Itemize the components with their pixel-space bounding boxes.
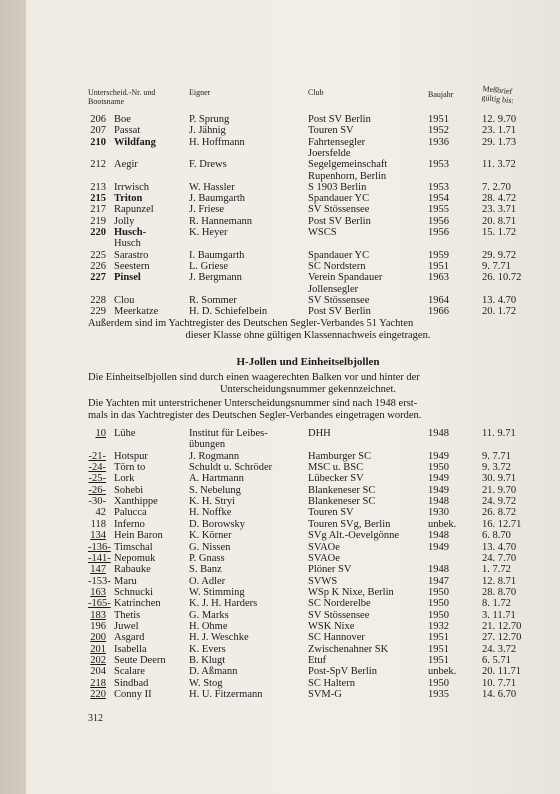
cell-name: Schnucki xyxy=(114,586,154,598)
header-measurement: Meßbrief gültig bis: xyxy=(481,84,515,106)
cell-name: Maru xyxy=(114,575,137,587)
cell-club: WSK Nixe xyxy=(308,620,355,632)
cell-mess: 21. 9.70 xyxy=(482,484,517,496)
cell-year: 1950 xyxy=(428,462,449,474)
cell-club: Spandauer YC xyxy=(308,193,370,205)
cell-club: Post SV Berlin xyxy=(308,215,371,227)
cell-name: Boe xyxy=(114,114,131,125)
cell-year: 1949 xyxy=(428,484,449,496)
cell-nr: 207 xyxy=(90,125,106,137)
header-boat: Unterscheid.-Nr. und Bootsname xyxy=(88,88,156,106)
cell-club: Joersfelde xyxy=(308,147,351,159)
cell-mess: 23. 1.71 xyxy=(482,125,517,137)
cell-name: Husch- xyxy=(114,227,147,238)
cell-club: Zwischenahner SK xyxy=(308,643,389,655)
cell-mess: 9. 7.71 xyxy=(482,260,511,272)
cell-club: SVM-G xyxy=(308,689,342,701)
cell-owner: H. Hoffmann xyxy=(189,136,245,148)
cell-club: SC Hannover xyxy=(308,632,365,644)
cell-mess: 1. 7.72 xyxy=(482,564,511,576)
cell-year: 1935 xyxy=(428,689,449,701)
cell-year: 1950 xyxy=(428,609,449,621)
cell-club: SV Stössensee xyxy=(308,294,370,306)
cell-name: Hotspur xyxy=(114,450,148,462)
cell-year: 1951 xyxy=(428,114,449,125)
cell-owner: S. Nebelung xyxy=(189,484,241,496)
cell-owner: A. Hartmann xyxy=(189,473,244,485)
cell-nr: 183 xyxy=(90,609,106,621)
cell-owner: K. J. H. Harders xyxy=(189,598,258,610)
cell-club: Touren SV xyxy=(308,125,354,137)
cell-nr: 134 xyxy=(90,530,106,542)
cell-owner: D. Aßmann xyxy=(189,666,238,678)
cell-club: MSC u. BSC xyxy=(308,462,364,474)
cell-name: Xanthippe xyxy=(114,496,158,508)
cell-year: 1930 xyxy=(428,507,449,519)
cell-club: SV Stössensee xyxy=(308,609,370,621)
cell-name: Timschal xyxy=(114,541,153,553)
cell-name: Sindbad xyxy=(114,677,149,689)
cell-mess: 20. 8.71 xyxy=(482,215,517,227)
cell-owner: J. Baumgarth xyxy=(189,193,245,205)
cell-year: 1952 xyxy=(428,125,449,137)
cell-name: Isabella xyxy=(114,643,147,655)
cell-mess: 28. 4.72 xyxy=(482,193,517,205)
section2-para1-line1: Die Einheitselbjollen sind durch einen waagerechten Balken vor und hinter der xyxy=(88,372,420,383)
section2-para2-line1: Die Yachten mit unterstrichener Unterscheidungsnummer sind nach 1948 erst- xyxy=(88,398,418,409)
cell-club: Plöner SV xyxy=(308,564,352,576)
cell-mess: 26. 8.72 xyxy=(482,507,517,519)
cell-owner: K. Evers xyxy=(189,643,226,655)
cell-club: SVAOe xyxy=(308,552,340,564)
cell-mess: 3. 11.71 xyxy=(482,609,516,621)
cell-owner: R. Hannemann xyxy=(189,215,252,227)
cell-nr: 226 xyxy=(90,260,106,272)
cell-mess: 10. 7.71 xyxy=(482,677,517,689)
cell-year: 1953 xyxy=(428,181,449,193)
cell-name: Scalare xyxy=(114,666,145,678)
section2-para2-line2: mals in das Yachtregister des Deutschen Segler-Verbandes eingetragen worden. xyxy=(88,410,422,421)
cell-name: Seestern xyxy=(114,260,150,272)
cell-name: Meerkatze xyxy=(114,306,159,318)
cell-nr: 196 xyxy=(90,620,106,632)
section2-heading: H-Jollen und Einheitselbjollen xyxy=(236,356,380,368)
cell-name: Katrinchen xyxy=(114,598,161,610)
cell-mess: 27. 12.70 xyxy=(482,632,522,644)
cell-owner: S. Banz xyxy=(189,564,222,576)
cell-year: 1949 xyxy=(428,541,449,553)
cell-club: Lübecker SV xyxy=(308,473,364,485)
cell-nr: 215 xyxy=(90,193,106,205)
cell-name: Clou xyxy=(114,294,135,306)
cell-mess: 20. 1.72 xyxy=(482,306,517,318)
cell-nr: 202 xyxy=(90,655,106,666)
cell-nr: -153- xyxy=(88,575,111,587)
section2-para1-line2: Unterscheidungsnummer gekennzeichnet. xyxy=(219,384,397,395)
cell-club: SVWS xyxy=(308,575,338,587)
cell-owner: R. Sommer xyxy=(189,294,237,306)
cell-owner: Schuldt u. Schröder xyxy=(189,462,273,474)
cell-year: 1951 xyxy=(428,655,449,666)
cell-club: Fahrtensegler xyxy=(308,136,366,148)
cell-club: Etuf xyxy=(308,655,327,666)
cell-club: DHH xyxy=(308,428,331,439)
cell-year: 1953 xyxy=(428,159,449,171)
cell-mess: 23. 3.71 xyxy=(482,204,517,216)
cell-year: 1950 xyxy=(428,598,449,610)
cell-nr: 219 xyxy=(90,215,106,227)
cell-mess: 9. 3.72 xyxy=(482,462,511,474)
cell-year: 1966 xyxy=(428,306,449,318)
cell-nr: 225 xyxy=(90,249,106,261)
header-year: Baujahr xyxy=(428,90,454,99)
cell-name: Passat xyxy=(114,125,141,137)
cell-owner: J. Friese xyxy=(189,204,224,216)
cell-nr: 200 xyxy=(90,632,106,644)
cell-owner: F. Drews xyxy=(189,159,227,171)
cell-club: Touren SV xyxy=(308,507,354,519)
cell-mess: 16. 12.71 xyxy=(482,518,522,530)
cell-owner: L. Griese xyxy=(189,260,229,272)
cell-name: Rapunzel xyxy=(114,204,154,216)
cell-club: Jollensegler xyxy=(308,283,359,295)
cell-mess: 29. 9.72 xyxy=(482,249,517,261)
cell-nr: 163 xyxy=(90,586,106,598)
header-owner: Eigner xyxy=(189,88,211,97)
cell-name: Asgard xyxy=(114,632,145,644)
cell-year: 1932 xyxy=(428,620,449,632)
cell-nr: 218 xyxy=(90,677,106,689)
cell-owner: K. Heyer xyxy=(189,227,228,238)
cell-owner: übungen xyxy=(189,439,226,451)
cell-owner: I. Baumgarth xyxy=(189,249,245,261)
cell-club: Verein Spandauer xyxy=(308,272,383,284)
cell-mess: 14. 6.70 xyxy=(482,689,517,701)
cell-mess: 15. 1.72 xyxy=(482,227,517,238)
cell-owner: D. Borowsky xyxy=(189,518,246,530)
cell-owner: W. Stog xyxy=(189,677,223,689)
cell-year: 1949 xyxy=(428,473,449,485)
cell-mess: 30. 9.71 xyxy=(482,473,517,485)
cell-nr: 212 xyxy=(90,159,106,171)
cell-mess: 7. 2.70 xyxy=(482,181,511,193)
cell-club: SC Haltern xyxy=(308,677,355,689)
cell-mess: 9. 7.71 xyxy=(482,450,511,462)
cell-name: Juwel xyxy=(114,620,139,632)
cell-owner: B. Klugt xyxy=(189,655,226,666)
cell-mess: 8. 1.72 xyxy=(482,598,511,610)
cell-owner: H. U. Fitzermann xyxy=(189,689,263,701)
cell-club: WSp K Nixe, Berlin xyxy=(308,586,394,598)
cell-owner: J. Bergmann xyxy=(189,272,242,284)
cell-name: Conny II xyxy=(114,689,152,701)
cell-mess: 6. 5.71 xyxy=(482,655,511,666)
cell-owner: J. Jähnig xyxy=(189,125,226,137)
cell-nr: 204 xyxy=(90,666,106,678)
cell-owner: O. Adler xyxy=(189,575,226,587)
cell-nr: 220 xyxy=(90,227,106,238)
cell-owner: Institut für Leibes- xyxy=(189,428,268,439)
cell-nr: 10 xyxy=(95,428,106,439)
cell-owner: J. Rogmann xyxy=(189,450,240,462)
cell-nr: -136- xyxy=(88,541,111,553)
cell-year: 1963 xyxy=(428,272,449,284)
cell-mess: 20. 11.71 xyxy=(482,666,521,678)
cell-name: Palucca xyxy=(114,507,147,519)
cell-name: Jolly xyxy=(114,215,135,227)
cell-owner: K. H. Stryi xyxy=(189,496,236,508)
cell-year: 1950 xyxy=(428,677,449,689)
page-number: 312 xyxy=(88,713,103,724)
page-stack-edge xyxy=(0,0,26,794)
header-club: Club xyxy=(308,88,324,97)
cell-nr: 217 xyxy=(90,204,106,216)
cell-owner: P. Sprung xyxy=(189,114,230,125)
cell-year: unbek. xyxy=(428,666,457,678)
cell-nr: 147 xyxy=(90,564,106,576)
cell-name: Seute Deern xyxy=(114,655,166,666)
cell-name: Pinsel xyxy=(114,272,141,284)
cell-owner: W. Stimming xyxy=(189,586,245,598)
cell-year: 1949 xyxy=(428,450,449,462)
cell-year: 1948 xyxy=(428,530,449,542)
cell-club: SV Stössensee xyxy=(308,204,370,216)
cell-year: 1948 xyxy=(428,564,449,576)
cell-club: Segelgemeinschaft xyxy=(308,159,388,171)
cell-year: 1954 xyxy=(428,193,449,205)
cell-club: Hamburger SC xyxy=(308,450,372,462)
cell-year: 1950 xyxy=(428,586,449,598)
cell-nr: 228 xyxy=(90,294,106,306)
cell-nr: 118 xyxy=(90,518,106,530)
cell-club: Post SV Berlin xyxy=(308,114,371,125)
cell-name: Triton xyxy=(114,193,143,205)
cell-year: 1959 xyxy=(428,249,449,261)
cell-year: unbek. xyxy=(428,518,457,530)
cell-club: SC Nordstern xyxy=(308,260,366,272)
cell-nr: 227 xyxy=(90,272,106,284)
cell-mess: 12. 9.70 xyxy=(482,114,517,125)
cell-mess: 6. 8.70 xyxy=(482,530,511,542)
cell-mess: 13. 4.70 xyxy=(482,541,517,553)
cell-mess: 28. 8.70 xyxy=(482,586,517,598)
cell-name: Sarastro xyxy=(114,249,149,261)
cell-year: 1964 xyxy=(428,294,449,306)
cell-owner: H. D. Schiefelbein xyxy=(189,306,268,318)
cell-mess: 11. 3.72 xyxy=(482,159,516,171)
cell-mess: 12. 8.71 xyxy=(482,575,517,587)
cell-name: Rabauke xyxy=(114,564,151,576)
cell-club: Post-SpV Berlin xyxy=(308,666,377,678)
cell-year: 1948 xyxy=(428,428,449,439)
cell-name: Irrwisch xyxy=(114,181,149,193)
cell-year: 1956 xyxy=(428,227,449,238)
cell-mess: 26. 10.72 xyxy=(482,272,522,284)
cell-year: 1955 xyxy=(428,204,449,216)
cell-name: Törn to xyxy=(114,462,146,474)
cell-club: Spandauer YC xyxy=(308,249,370,261)
cell-club: SVAOe xyxy=(308,541,340,553)
cell-mess: 29. 1.73 xyxy=(482,136,517,148)
cell-club: WSCS xyxy=(308,227,337,238)
cell-owner: H. J. Weschke xyxy=(189,632,249,644)
cell-nr: -26- xyxy=(88,484,106,496)
cell-nr: 42 xyxy=(95,507,106,519)
cell-year: 1951 xyxy=(428,632,449,644)
cell-owner: P. Gnass xyxy=(189,552,225,564)
cell-year: 1951 xyxy=(428,260,449,272)
cell-nr: -141- xyxy=(88,552,111,564)
cell-club: S 1903 Berlin xyxy=(308,181,367,193)
cell-name: Lühe xyxy=(114,428,136,439)
cell-name: Hein Baron xyxy=(114,530,163,542)
cell-nr: -165- xyxy=(88,598,111,610)
cell-nr: 210 xyxy=(90,136,106,148)
cell-owner: H. Ohme xyxy=(189,620,228,632)
cell-owner: G. Marks xyxy=(189,609,229,621)
cell-year: 1947 xyxy=(428,575,449,587)
cell-nr: 206 xyxy=(90,114,106,125)
cell-nr: 213 xyxy=(90,181,106,193)
cell-year: 1936 xyxy=(428,136,449,148)
cell-club: Blankeneser SC xyxy=(308,496,376,508)
cell-name: Inferno xyxy=(114,518,145,530)
cell-name: Lork xyxy=(114,473,135,485)
cell-club: Touren SVg, Berlin xyxy=(308,518,391,530)
cell-nr: 220 xyxy=(90,689,106,701)
cell-owner: H. Noffke xyxy=(189,507,232,519)
cell-mess: 24. 3.72 xyxy=(482,643,517,655)
cell-name: Nepomuk xyxy=(114,552,156,564)
cell-club: SC Norderelbe xyxy=(308,598,371,610)
cell-nr: -30- xyxy=(88,496,106,508)
cell-name: Sohebi xyxy=(114,484,144,496)
cell-club: SVg Alt.-Oevelgönne xyxy=(308,530,399,542)
cell-owner: K. Körner xyxy=(189,530,232,542)
cell-nr: 229 xyxy=(90,306,106,318)
cell-mess: 11. 9.71 xyxy=(482,428,516,439)
cell-nr: -25- xyxy=(88,473,106,485)
cell-mess: 24. 7.70 xyxy=(482,552,517,564)
cell-nr: 201 xyxy=(90,643,106,655)
cell-club: Rupenhorn, Berlin xyxy=(308,170,387,182)
section1-note-line1: Außerdem sind im Yachtregister des Deutschen Segler-Verbandes 51 Yachten xyxy=(88,318,414,329)
section1-note-line2: dieser Klasse ohne gültigen Klassennachweis eingetragen. xyxy=(185,330,431,341)
cell-name: Husch xyxy=(114,238,141,250)
cell-name: Wildfang xyxy=(114,136,156,148)
cell-nr: -21- xyxy=(88,450,106,462)
cell-owner: G. Nissen xyxy=(189,541,231,553)
cell-name: Aegir xyxy=(114,159,138,171)
cell-mess: 24. 9.72 xyxy=(482,496,517,508)
cell-mess: 13. 4.70 xyxy=(482,294,517,306)
cell-owner: W. Hassler xyxy=(189,181,235,193)
cell-name: Thetis xyxy=(114,609,141,621)
cell-mess: 21. 12.70 xyxy=(482,620,522,632)
cell-nr: -24- xyxy=(88,462,106,474)
cell-club: Post SV Berlin xyxy=(308,306,371,318)
cell-year: 1956 xyxy=(428,215,449,227)
cell-year: 1951 xyxy=(428,643,449,655)
cell-club: Blankeneser SC xyxy=(308,484,376,496)
cell-year: 1948 xyxy=(428,496,449,508)
